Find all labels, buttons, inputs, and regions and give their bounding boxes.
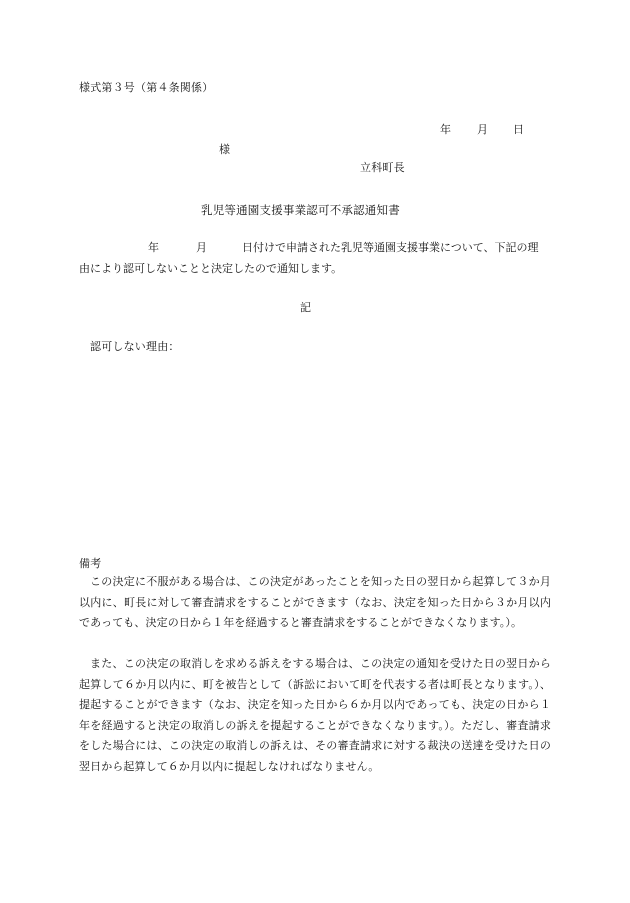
reason-label: 認可しない理由： <box>90 340 180 353</box>
body-text-line2: 由により認可しないことと決定したので通知します。 <box>79 262 343 275</box>
document-title: 乳児等通園支援事業認可不承認通知書 <box>201 203 400 217</box>
date-year-label: 年 <box>440 123 451 136</box>
addressee-honorific: 様 <box>219 143 231 156</box>
body-month-label: 月 <box>196 241 207 254</box>
date-day-label: 日 <box>513 123 524 136</box>
ki-heading: 記 <box>300 301 312 314</box>
remarks-paragraph-2: また、この決定の取消しを求める訴えをする場合は、この決定の通知を受けた日の翌日から起算して６か月以内に、町を被告として（訴訟において町を代表する者は町長となります。）、提起することができます（なお、決定を知った日から６か月以内であっても、決定の日から１年を経過すると決定の取消しの訴えを提起することができなくなります。）。ただし、審査請求をした場合には、この決定の取消しの訴えは、その審査請求に対する裁決の送達を受けた日の翌日から起算して６か月以内に提起しなければなりません。 <box>79 657 551 773</box>
remarks-paragraph-1: この決定に不服がある場合は、この決定があったことを知った日の翌日から起算して３か月以内に、町長に対して審査請求をすることができます（なお、決定を知った日から３か月以内であっても、決定の日から１年を経過すると審査請求をすることができなくなります。）。 <box>79 575 551 629</box>
body-text-line1: 日付けで申請された乳児等通園支援事業について、下記の理 <box>242 241 539 254</box>
body-year-label: 年 <box>148 241 159 254</box>
remarks-heading: 備考 <box>79 557 102 570</box>
date-month-label: 月 <box>477 123 488 136</box>
form-number: 様式第３号（第４条関係） <box>79 81 214 94</box>
issuer-name: 立科町長 <box>360 161 405 174</box>
